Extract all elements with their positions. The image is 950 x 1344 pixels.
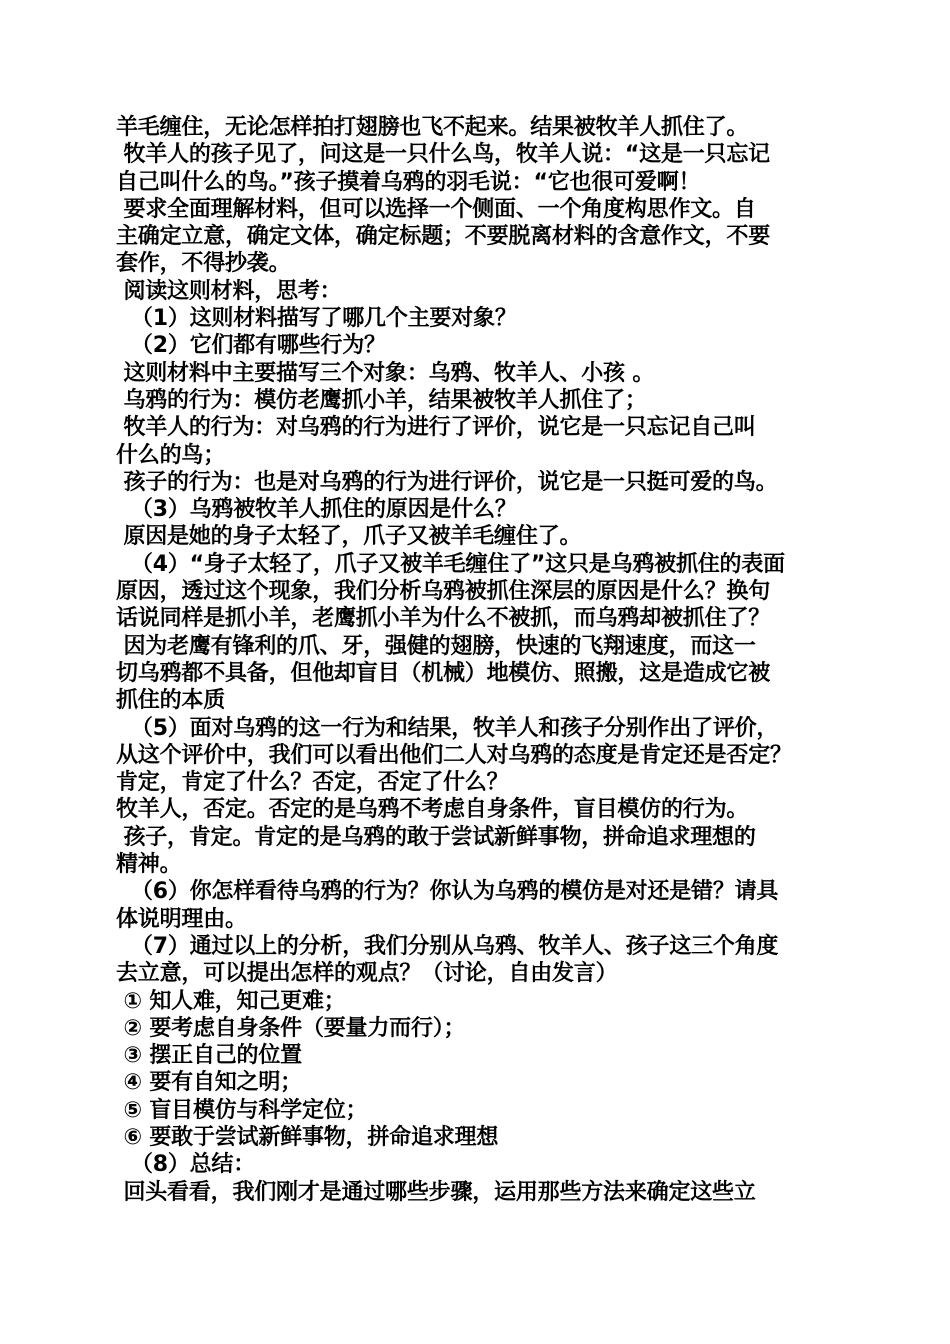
text-line: ④ 要有自知之明；: [116, 1070, 302, 1096]
text-line: 从这个评价中，我们可以看出他们二人对乌鸦的态度是肯定还是否定？: [116, 742, 792, 768]
text-line: 自己叫什么的鸟。”孩子摸着乌鸦的羽毛说：“它也很可爱啊！: [116, 169, 701, 195]
text-line: 原因是她的身子太轻了，爪子又被羊毛缠住了。: [116, 524, 582, 550]
text-line: （2）它们都有哪些行为？: [116, 333, 386, 359]
text-line: ③ 摆正自己的位置: [116, 1043, 302, 1069]
text-line: 精神。: [116, 852, 182, 878]
text-line: 牧羊人的孩子见了，问这是一只什么鸟，牧羊人说：“这是一只忘记: [116, 142, 770, 168]
text-line: 切乌鸦都不具备，但他却盲目（机械）地模仿、照搬，这是造成它被: [116, 660, 771, 686]
text-line: （3）乌鸦被牧羊人抓住的原因是什么？: [116, 497, 517, 523]
text-line: 原因，透过这个现象，我们分析乌鸦被抓住深层的原因是什么？换句: [116, 579, 771, 605]
text-line: ② 要考虑自身条件（要量力而行）；: [116, 1015, 466, 1041]
text-line: （8）总结：: [116, 1152, 256, 1178]
text-line: 话说同样是抓小羊，老鹰抓小羊为什么不被抓，而乌鸦却被抓住了？: [116, 606, 771, 632]
text-line: （6）你怎样看待乌鸦的行为？你认为乌鸦的模仿是对还是错？请具: [116, 879, 779, 905]
text-line: 套作，不得抄袭。: [116, 251, 291, 277]
text-line: （4）“身子太轻了，爪子又被羊毛缠住了”这只是乌鸦被抓住的表面: [116, 551, 785, 577]
text-line: 要求全面理解材料，但可以选择一个侧面、一个角度构思作文。自: [116, 196, 756, 222]
text-line: 牧羊人，否定。否定的是乌鸦不考虑自身条件，盲目模仿的行为。: [116, 797, 749, 823]
text-line: 孩子的行为：也是对乌鸦的行为进行评价，说它是一只挺可爱的鸟。: [116, 469, 778, 495]
text-line: 主确定立意，确定文体，确定标题；不要脱离材料的含意作文，不要: [116, 224, 771, 250]
document-body: [116, 114, 856, 1206]
text-line: ① 知人难，知己更难；: [116, 988, 346, 1014]
text-line: ⑥ 要敢于尝试新鲜事物，拼命追求理想: [116, 1124, 499, 1150]
text-line: 什么的鸟；: [116, 442, 226, 468]
text-line: 肯定，肯定了什么？否定，否定了什么？: [116, 770, 509, 796]
text-line: 去立意，可以提出怎样的观点？（讨论，自由发言）: [116, 961, 618, 987]
text-line: 体说明理由。: [116, 906, 247, 932]
text-line: 回头看看，我们刚才是通过哪些步骤，运用那些方法来确定这些立: [116, 1179, 756, 1205]
text-line: 这则材料中主要描写三个对象：乌鸦、牧羊人、小孩 。: [116, 360, 655, 386]
text-line: ⑤ 盲目模仿与科学定位；: [116, 1097, 368, 1123]
text-line: 抓住的本质: [116, 688, 226, 714]
text-line: （5）面对乌鸦的这一行为和结果，牧羊人和孩子分别作出了评价，: [116, 715, 779, 741]
text-line: （1）这则材料描写了哪几个主要对象？: [116, 306, 517, 332]
text-line: 阅读这则材料，思考：: [116, 278, 342, 304]
text-line: 孩子，肯定。肯定的是乌鸦的敢于尝试新鲜事物，拼命追求理想的: [116, 824, 756, 850]
text-line: （7）通过以上的分析，我们分别从乌鸦、牧羊人、孩子这三个角度: [116, 933, 779, 959]
text-line: 乌鸦的行为：模仿老鹰抓小羊，结果被牧羊人抓住了；: [116, 387, 647, 413]
text-line: 羊毛缠住，无论怎样拍打翅膀也飞不起来。结果被牧羊人抓住了。: [116, 115, 749, 140]
text-line: 牧羊人的行为：对乌鸦的行为进行了评价，说它是一只忘记自己叫: [116, 415, 756, 441]
text-line: 因为老鹰有锋利的爪、牙，强健的翅膀，快速的飞翔速度，而这一: [116, 633, 756, 659]
